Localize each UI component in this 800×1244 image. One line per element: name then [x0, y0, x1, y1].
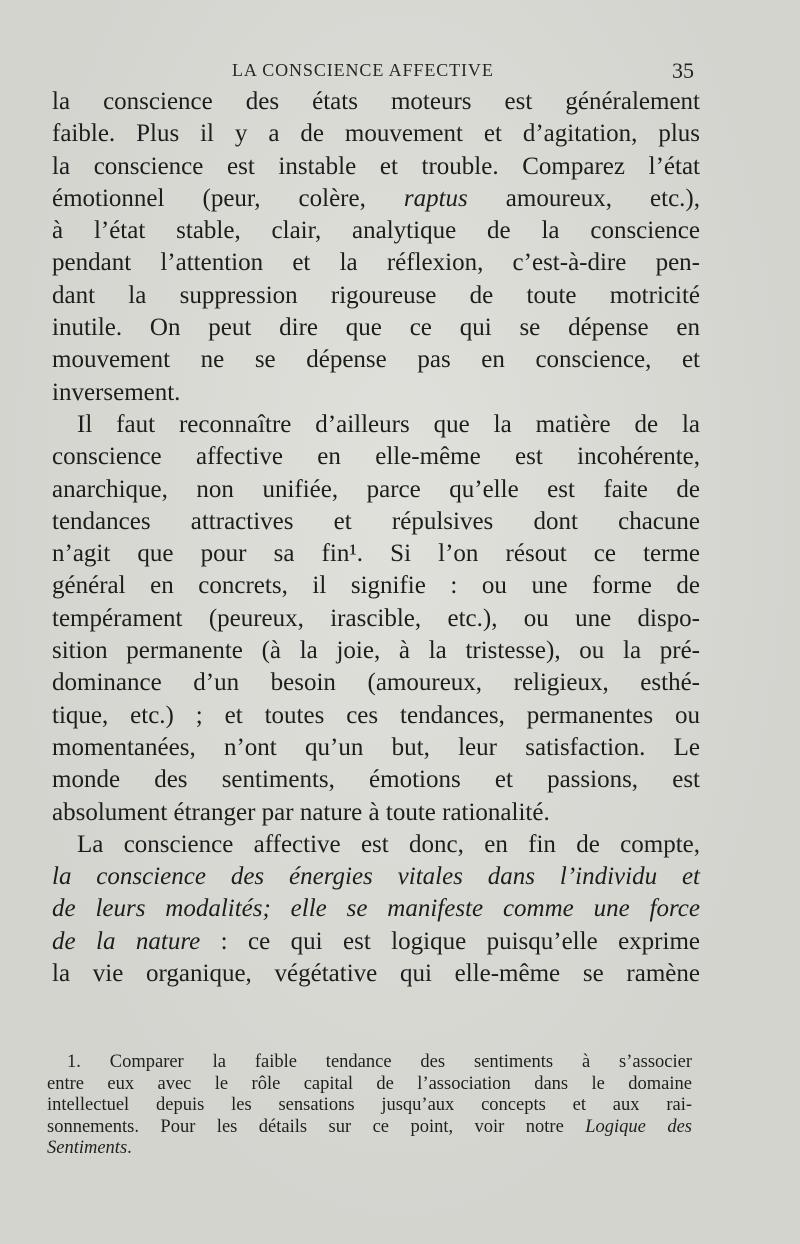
text-line: tendances attractives et répulsives dont chacune: [52, 507, 700, 535]
text-line: dant la suppression rigoureuse de toute motricité: [52, 281, 700, 309]
text-line: émotionnel (peur, colère, raptus amoureux, etc.),: [52, 184, 700, 212]
running-head: LA CONSCIENCE AFFECTIVE: [232, 60, 494, 80]
text-line: général en concrets, il signifie : ou une forme de: [52, 572, 700, 600]
footnote-line: intellectuel depuis les sensations jusqu’aux concepts et aux rai-: [47, 1095, 692, 1115]
text-line: conscience affective en elle-même est incohérente,: [52, 443, 700, 471]
text-line: faible. Plus il y a de mouvement et d’agitation, plus: [52, 120, 700, 148]
text-line: absolument étranger par nature à toute rationalité.: [52, 798, 550, 826]
footnote-line: 1. Comparer la faible tendance des sentiments à s’associer: [67, 1052, 692, 1072]
text-line: la conscience des états moteurs est généralement: [52, 88, 700, 115]
text-line: Il faut reconnaître d’ailleurs que la matière de la: [77, 410, 700, 438]
text-line: de la nature : ce qui est logique puisqu’elle exprime: [52, 927, 700, 955]
footnote-line: sonnements. Pour les détails sur ce point, voir notre Logique des: [47, 1116, 692, 1137]
footnote: [47, 1052, 692, 1160]
text-line: La conscience affective est donc, en fin de compte,: [77, 830, 700, 858]
page-number: 35: [672, 58, 694, 83]
text-line: dominance d’un besoin (amoureux, religieux, esthé-: [52, 669, 700, 697]
text-line: anarchique, non unifiée, parce qu’elle est faite de: [52, 475, 700, 503]
text-line: mouvement ne se dépense pas en conscience, et: [52, 346, 700, 374]
footnote-line: Sentiments.: [47, 1138, 132, 1158]
text-line: tique, etc.) ; et toutes ces tendances, permanentes ou: [52, 701, 700, 729]
text-line: de leurs modalités; elle se manifeste comme une force: [52, 895, 700, 923]
body-text: [52, 86, 700, 990]
text-line: sition permanente (à la joie, à la tristesse), ou la pré-: [52, 637, 700, 665]
text-line: pendant l’attention et la réflexion, c’est-à-dire pen-: [52, 249, 700, 277]
text-line: inversement.: [52, 378, 181, 406]
text-line: à l’état stable, clair, analytique de la conscience: [52, 217, 700, 245]
text-line: la conscience est instable et trouble. Comparez l’état: [52, 152, 700, 180]
text-line: n’agit que pour sa fin¹. Si l’on résout ce terme: [52, 540, 700, 568]
text-line: inutile. On peut dire que ce qui se dépense en: [52, 314, 700, 342]
text-line: momentanées, n’ont qu’un but, leur satisfaction. Le: [52, 733, 700, 761]
text-line: la conscience des énergies vitales dans l’individu et: [52, 863, 700, 891]
text-line: monde des sentiments, émotions et passions, est: [52, 766, 700, 794]
footnote-line: entre eux avec le rôle capital de l’association dans le domaine: [47, 1073, 692, 1094]
page-header: [0, 58, 800, 88]
text-line: tempérament (peureux, irascible, etc.), ou une dispo-: [52, 604, 700, 632]
text-line: la vie organique, végétative qui elle-même se ramène: [52, 960, 700, 988]
